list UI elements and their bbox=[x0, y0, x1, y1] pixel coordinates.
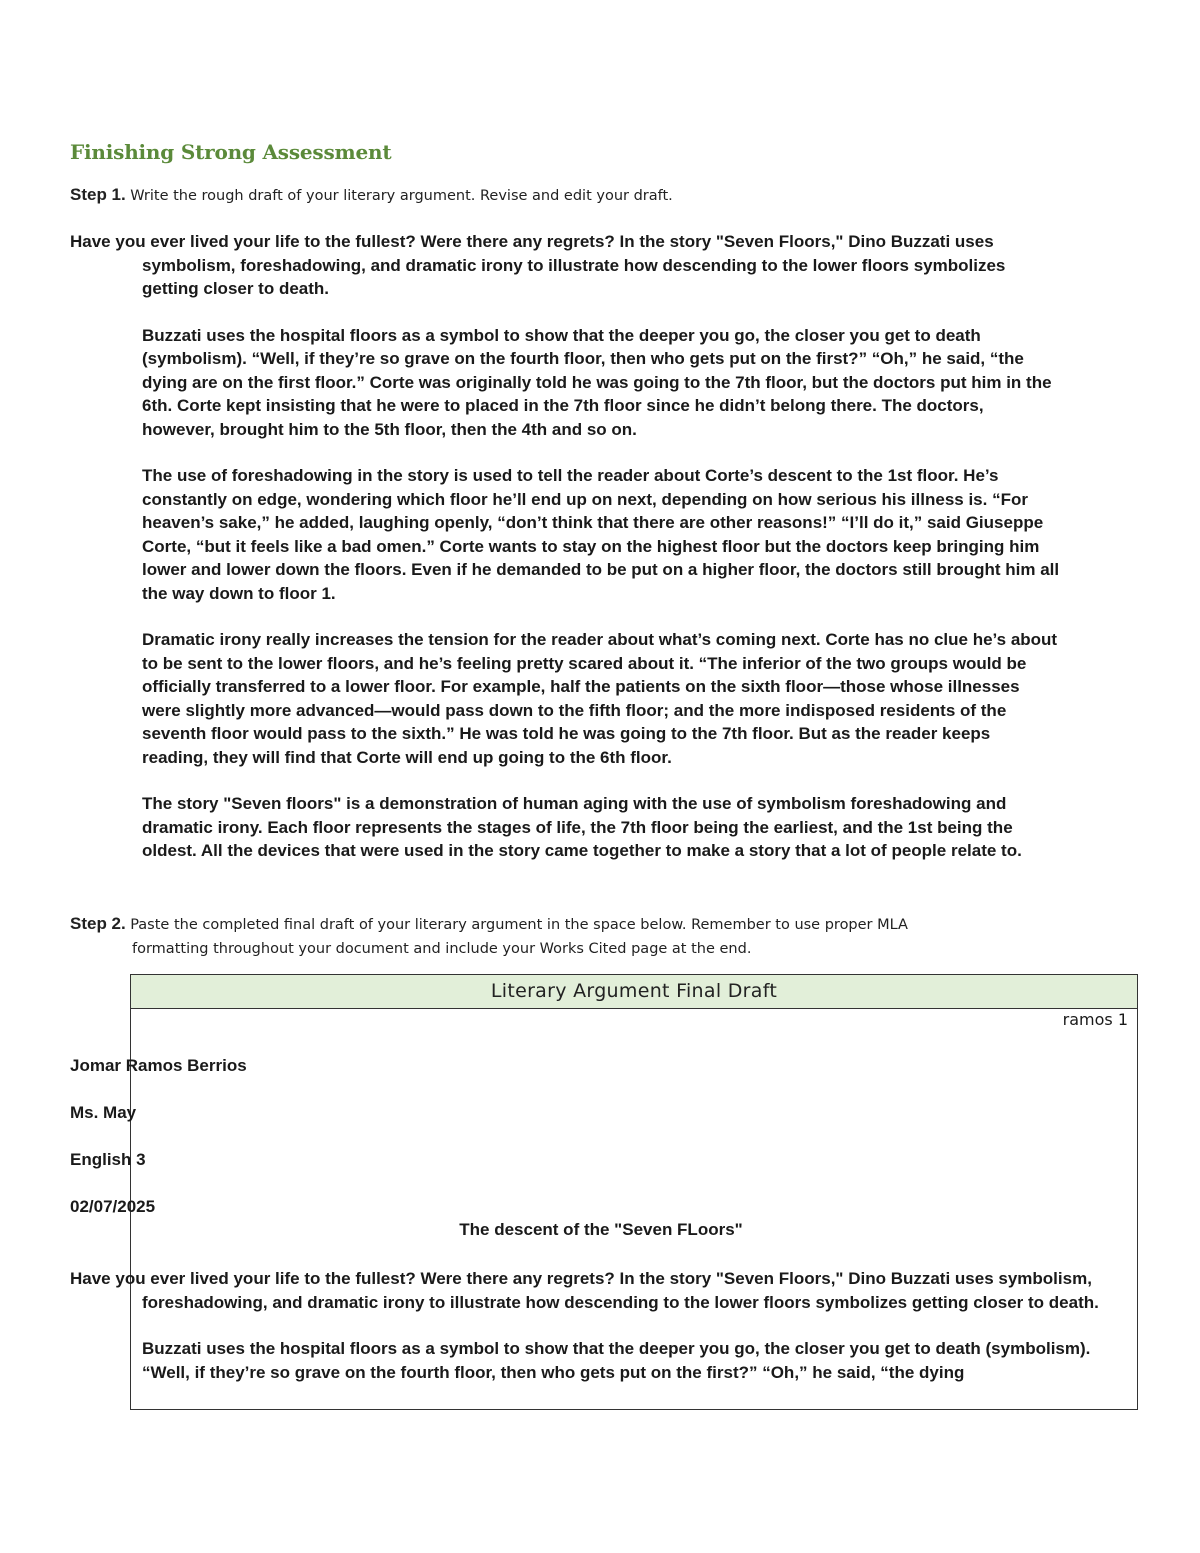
essay-date: 02/07/2025 bbox=[70, 1197, 156, 1216]
rough-draft[interactable] bbox=[70, 230, 1060, 886]
rough-draft-paragraph: Have you ever lived your life to the fullest? Were there any regrets? In the story "Seven Floors," Dino Buzzati uses symbolism, foreshadowing, and dramatic irony to illustrate how descending to the lower floors symbolizes getting closer to death. bbox=[70, 232, 1006, 298]
essay-title: The descent of the "Seven FLoors" bbox=[459, 1220, 743, 1239]
teacher-name: Ms. May bbox=[70, 1103, 137, 1122]
final-draft-header: Literary Argument Final Draft bbox=[131, 975, 1137, 1009]
page-title: Finishing Strong Assessment bbox=[70, 140, 392, 164]
step-2-instruction bbox=[70, 912, 1070, 961]
step-1-label: Step 1. bbox=[70, 185, 126, 204]
step-2-label: Step 2. bbox=[70, 914, 126, 933]
student-name: Jomar Ramos Berrios bbox=[70, 1056, 247, 1075]
page-header-name: ramos 1 bbox=[1062, 1010, 1128, 1029]
course-name: English 3 bbox=[70, 1150, 146, 1169]
final-draft-paragraph: Buzzati uses the hospital floors as a symbol to show that the deeper you go, the closer you get to death (symbolism). “Well, if they’re so grave on the fourth floor, then who gets put on the first?” “Oh,” he said, “the dying bbox=[142, 1339, 1091, 1382]
step-1-instruction bbox=[70, 183, 1070, 208]
rough-draft-paragraph: Dramatic irony really increases the tension for the reader about what’s coming next. Corte has no clue he’s about to be sent to the lower floors, and he’s feeling pretty scared about it. “The inferior of the two groups would be officially transferred to a lower floor. For example, half the patients on the sixth floor—those whose illnesses were slightly more advanced—would pass down to the fifth floor; and the more indisposed residents of the seventh floor would pass to the sixth.” He was told he was going to the 7th floor. But as the reader keeps reading, they will find that Corte will end up going to the 6th floor. bbox=[142, 630, 1058, 767]
final-draft-content[interactable] bbox=[70, 1008, 1132, 1408]
step-2-text-line-1: Paste the completed final draft of your literary argument in the space below. Remember to use proper MLA bbox=[130, 917, 908, 933]
step-2-text-line-2: formatting throughout your document and include your Works Cited page at the end. bbox=[132, 941, 752, 957]
rough-draft-paragraph: The story "Seven floors" is a demonstration of human aging with the use of symbolism foreshadowing and dramatic irony. Each floor represents the stages of life, the 7th floor being the earliest, and the 1st being the oldest. All the devices that were used in the story came together to make a story that a lot of people relate to. bbox=[142, 794, 1022, 860]
rough-draft-paragraph: The use of foreshadowing in the story is used to tell the reader about Corte’s descent to the 1st floor. He’s constantly on edge, wondering which floor he’ll end up on next, depending on how serious his illness is. “For heaven’s sake,” he added, laughing openly, “don’t think that there are other reasons!” “I’ll do it,” said Giuseppe Corte, “but it feels like a bad omen.” Corte wants to stay on the highest floor but the doctors keep bringing him lower and lower down the floors. Even if he demanded to be put on a higher floor, the doctors still brought him all the way down to floor 1. bbox=[142, 466, 1060, 603]
rough-draft-paragraph: Buzzati uses the hospital floors as a symbol to show that the deeper you go, the closer you get to death (symbolism). “Well, if they’re so grave on the fourth floor, then who gets put on the first?” “Oh,” he said, “the dying are on the first floor.” Corte was originally told he was going to the 7th floor, but the doctors put him in the 6th. Corte kept insisting that he were to placed in the 7th floor since he didn’t belong there. The doctors, however, brought him to the 5th floor, then the 4th and so on. bbox=[142, 325, 1052, 439]
step-1-text: Write the rough draft of your literary argument. Revise and edit your draft. bbox=[130, 188, 673, 204]
final-draft-paragraph: Have you ever lived your life to the fullest? Were there any regrets? In the story "Seven Floors," Dino Buzzati uses symbolism, foreshadowing, and dramatic irony to illustrate how descending to the lower floors symbolizes getting closer to death. bbox=[70, 1269, 1099, 1312]
final-draft-body bbox=[70, 1267, 1128, 1407]
